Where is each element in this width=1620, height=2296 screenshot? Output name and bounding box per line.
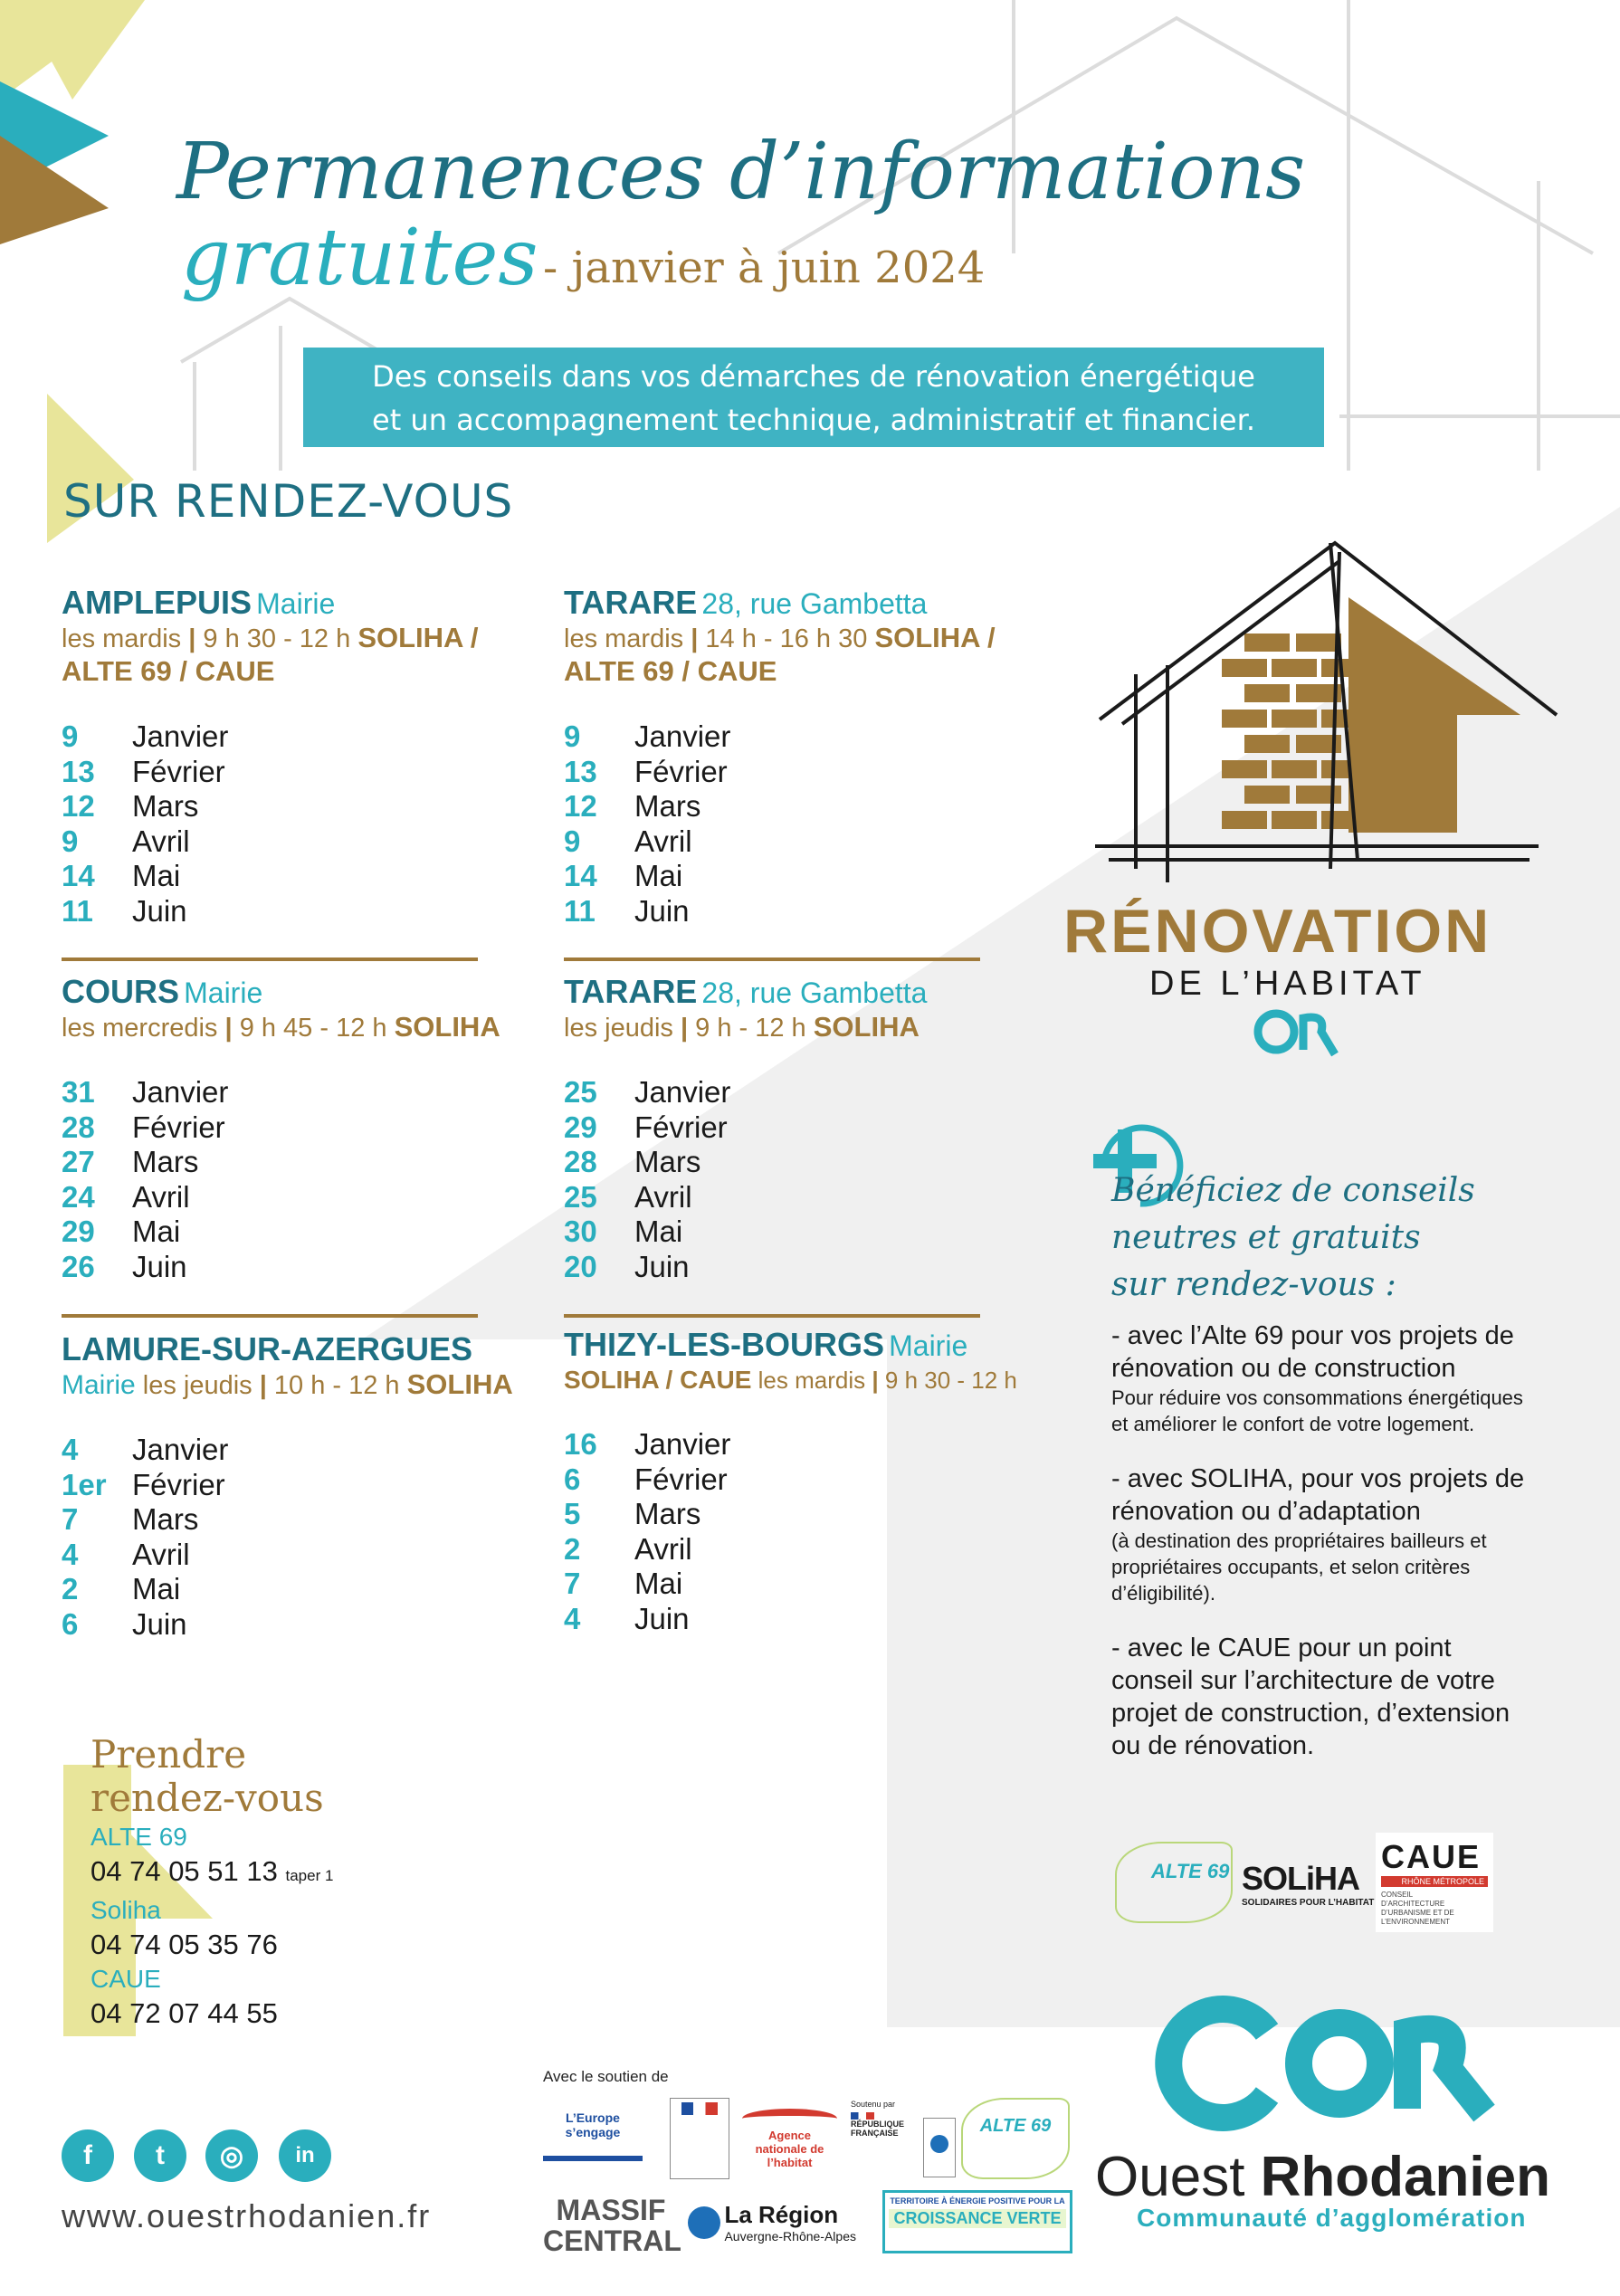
- date-row: [62, 1572, 568, 1607]
- date-month: Février: [132, 1110, 225, 1144]
- date-row: [62, 1215, 568, 1250]
- benefit-alte-head: - avec l’Alte 69 pour vos projets de rénovation ou de construction: [1111, 1321, 1514, 1383]
- date-day: 26: [62, 1249, 95, 1283]
- date-month: Mai: [132, 1572, 181, 1605]
- date-month: Janvier: [634, 719, 731, 753]
- date-month: Juin: [634, 893, 690, 928]
- date-row: [62, 755, 568, 790]
- date-month: Juin: [634, 1249, 690, 1283]
- date-month: Janvier: [132, 719, 229, 753]
- schedule-block-tarare-mardis: [564, 584, 1071, 929]
- title-dates: - janvier à juin 2024: [543, 243, 986, 293]
- town-place: 28, rue Gambetta: [701, 977, 928, 1009]
- region-logo: La Région Auvergne-Rhône-Alpes: [688, 2201, 860, 2244]
- dates-list: [564, 1427, 1080, 1636]
- date-month: Février: [634, 1110, 728, 1144]
- alte69-logo: ALTE 69: [1115, 1842, 1233, 1923]
- schedule-block-lamure: [62, 1330, 568, 1642]
- title-line-2: gratuites: [181, 213, 538, 303]
- schedule-line: les mardis | 14 h - 16 h 30 SOLIHA / ALTE 69 / CAUE: [564, 622, 996, 687]
- date-month: Juin: [132, 1606, 187, 1641]
- date-row: [564, 1497, 1080, 1532]
- date-day: 9: [62, 824, 79, 858]
- date-month: Mai: [634, 859, 683, 892]
- town-name: COURS: [62, 973, 180, 1010]
- town-place: 28, rue Gambetta: [701, 587, 928, 620]
- date-month: Février: [132, 1467, 225, 1501]
- date-row: [62, 1468, 568, 1503]
- benefits-list: [1111, 1319, 1537, 1762]
- town-place: Mairie: [256, 587, 336, 620]
- contact-phone[interactable]: 04 74 05 51 13 taper 1: [91, 1855, 334, 1887]
- date-day: 30: [564, 1215, 597, 1248]
- dates-list: [62, 1433, 568, 1642]
- date-row: [564, 859, 1071, 894]
- town-name: AMPLEPUIS: [62, 584, 253, 621]
- date-row: [62, 1607, 568, 1643]
- date-row: [62, 824, 568, 860]
- website-link[interactable]: www.ouestrhodanien.fr: [62, 2197, 432, 2234]
- contact-heading: Prendre rendez-vous: [91, 1732, 324, 1820]
- date-month: Février: [634, 1462, 728, 1496]
- date-day: 4: [564, 1601, 581, 1635]
- date-row: [62, 1145, 568, 1180]
- date-month: Février: [634, 754, 728, 788]
- date-day: 7: [564, 1567, 581, 1600]
- renovation-title: RÉNOVATION: [1063, 897, 1492, 966]
- alte69-support-logo: ALTE 69: [961, 2098, 1070, 2179]
- contact-org: CAUE: [91, 1965, 161, 1993]
- europe-logo: L’Europe s’engage: [543, 2098, 643, 2161]
- date-month: Avril: [634, 824, 692, 858]
- date-day: 12: [62, 789, 95, 823]
- date-day: 9: [62, 719, 79, 753]
- date-month: Juin: [634, 1601, 690, 1635]
- date-day: 25: [564, 1179, 597, 1214]
- renovation-subtitle: DE L’HABITAT: [1149, 965, 1426, 1003]
- date-day: 11: [564, 893, 596, 928]
- town-name: LAMURE-SUR-AZERGUES: [62, 1330, 472, 1367]
- intro-banner: [303, 348, 1324, 447]
- date-day: 13: [564, 754, 597, 788]
- brand-name: Ouest Rhodanien: [1095, 2146, 1550, 2208]
- schedule-line: les mercredis | 9 h 45 - 12 h SOLIHA: [62, 1011, 500, 1043]
- date-month: Mai: [132, 1215, 181, 1248]
- schedule-block-amplepuis: [62, 584, 568, 929]
- benefit-caue-head: - avec le CAUE pour un point conseil sur l’architecture de votre projet de construction, d’extension ou de rénovation.: [1111, 1634, 1510, 1760]
- date-day: 11: [62, 893, 93, 928]
- contact-phone[interactable]: 04 72 07 44 55: [91, 1997, 278, 2029]
- date-month: Mai: [634, 1567, 683, 1600]
- republique-logo: Soutenu par RÉPUBLIQUE FRANÇAISE: [851, 2100, 905, 2138]
- date-day: 28: [62, 1110, 95, 1144]
- date-row: [564, 1602, 1080, 1637]
- instagram-icon[interactable]: ◎: [205, 2129, 258, 2182]
- date-day: 14: [62, 859, 95, 892]
- benefit-soliha-body: (à destination des propriétaires bailleurs et propriétaires occupants, et selon critères d’éligibilité).: [1111, 1529, 1487, 1605]
- date-row: [564, 1567, 1080, 1602]
- date-month: Mars: [634, 1145, 701, 1178]
- date-day: 4: [62, 1433, 79, 1466]
- contact-phone[interactable]: 04 74 05 35 76: [91, 1929, 278, 1960]
- date-day: 29: [564, 1110, 597, 1144]
- brand-subtitle: Communauté d’agglomération: [1137, 2204, 1527, 2232]
- schedule-block-cours: [62, 973, 568, 1284]
- divider: [564, 957, 980, 961]
- date-day: 16: [564, 1427, 597, 1461]
- date-month: Mars: [132, 789, 199, 823]
- date-day: 13: [62, 754, 95, 788]
- massif-central-logo: MASSIF CENTRAL: [543, 2194, 681, 2257]
- date-day: 14: [564, 859, 597, 892]
- divider: [62, 1314, 478, 1318]
- date-row: [62, 1180, 568, 1215]
- date-row: [564, 755, 1071, 790]
- date-month: Janvier: [634, 1075, 731, 1109]
- date-row: [564, 1532, 1080, 1567]
- dates-list: [564, 1075, 1071, 1284]
- date-day: 9: [564, 719, 581, 753]
- date-day: 27: [62, 1145, 95, 1178]
- date-row: [564, 1180, 1071, 1215]
- date-row: [564, 789, 1071, 824]
- twitter-icon[interactable]: t: [134, 2129, 186, 2182]
- date-day: 2: [564, 1531, 581, 1566]
- date-row: [564, 1110, 1071, 1146]
- date-day: 29: [62, 1215, 95, 1248]
- date-month: Mars: [132, 1145, 199, 1178]
- divider: [564, 1314, 980, 1318]
- date-day: 7: [62, 1502, 79, 1536]
- date-month: Février: [132, 754, 225, 788]
- date-month: Janvier: [634, 1427, 731, 1461]
- divider: [62, 957, 478, 961]
- date-day: 9: [564, 824, 581, 858]
- benefits-heading: Bénéficiez de conseils neutres et gratuits sur rendez-vous :: [1111, 1172, 1475, 1303]
- date-row: [62, 789, 568, 824]
- contact-block: [91, 1733, 333, 2031]
- date-month: Janvier: [132, 1433, 229, 1466]
- dates-list: [62, 719, 568, 929]
- banner-line-1: Des conseils dans vos démarches de rénovation énergétique: [372, 359, 1255, 394]
- schedule-line: Mairie les jeudis | 10 h - 12 h SOLIHA: [62, 1368, 513, 1400]
- schedule-line: les jeudis | 9 h - 12 h SOLIHA: [564, 1011, 920, 1043]
- date-row: [62, 1538, 568, 1573]
- date-month: Avril: [132, 824, 190, 858]
- date-day: 5: [564, 1497, 581, 1530]
- schedule-line: les mardis | 9 h 30 - 12 h SOLIHA / ALTE 69 / CAUE: [62, 622, 479, 687]
- date-month: Avril: [634, 1179, 692, 1214]
- date-month: Avril: [634, 1531, 692, 1566]
- date-row: [62, 859, 568, 894]
- soliha-logo: SOLiHA SOLIDAIRES POUR L’HABITAT: [1242, 1860, 1375, 1908]
- date-row: [564, 1462, 1080, 1498]
- date-month: Mai: [634, 1215, 683, 1248]
- date-day: 4: [62, 1537, 79, 1571]
- town-name: THIZY-LES-BOURGS: [564, 1326, 885, 1363]
- date-month: Janvier: [132, 1075, 229, 1109]
- date-month: Juin: [132, 1249, 187, 1283]
- date-row: [62, 1110, 568, 1146]
- date-month: Mai: [132, 859, 181, 892]
- date-day: 6: [564, 1462, 581, 1496]
- date-row: [62, 719, 568, 755]
- linkedin-icon[interactable]: in: [279, 2129, 331, 2182]
- date-row: [564, 894, 1071, 929]
- date-day: 25: [564, 1075, 597, 1109]
- date-row: [564, 1215, 1071, 1250]
- date-row: [564, 1145, 1071, 1180]
- date-row: [62, 894, 568, 929]
- date-row: [564, 824, 1071, 860]
- date-row: [564, 1250, 1071, 1285]
- date-day: 2: [62, 1572, 79, 1605]
- date-row: [62, 1250, 568, 1285]
- town-place: Mairie: [889, 1329, 968, 1362]
- dates-list: [62, 1075, 568, 1284]
- date-month: Mars: [634, 789, 701, 823]
- town-name: TARARE: [564, 584, 698, 621]
- date-month: Mars: [132, 1502, 199, 1536]
- date-month: Avril: [132, 1537, 190, 1571]
- date-month: Avril: [132, 1179, 190, 1214]
- dates-list: [564, 719, 1071, 929]
- date-row: [62, 1075, 568, 1110]
- prefecture-logo: [670, 2098, 729, 2179]
- schedule-block-tarare-jeudis: [564, 973, 1071, 1284]
- date-row: [62, 1433, 568, 1468]
- date-day: 12: [564, 789, 597, 823]
- date-day: 1er: [62, 1467, 107, 1501]
- title-line-1: Permanences d’informations: [176, 127, 1306, 217]
- schedule-line: SOLIHA / CAUE les mardis | 9 h 30 - 12 h: [564, 1366, 1017, 1394]
- date-day: 31: [62, 1075, 95, 1109]
- date-row: [564, 1075, 1071, 1110]
- date-row: [62, 1502, 568, 1538]
- tepcv-logo: TERRITOIRE À ÉNERGIE POSITIVE POUR LA CROISSANCE VERTE: [882, 2190, 1072, 2253]
- anah-logo: Agence nationale de l’habitat: [742, 2109, 837, 2169]
- date-row: [564, 1427, 1080, 1462]
- date-day: 20: [564, 1249, 597, 1283]
- contact-org: ALTE 69: [91, 1823, 187, 1851]
- contact-org: Soliha: [91, 1896, 161, 1924]
- banner-line-2: et un accompagnement technique, administratif et financier.: [372, 403, 1255, 437]
- ademe-logo: [923, 2118, 956, 2177]
- date-month: Juin: [132, 893, 187, 928]
- schedule-block-thizy: [564, 1326, 1080, 1636]
- town-name: TARARE: [564, 973, 698, 1010]
- date-day: 6: [62, 1606, 79, 1641]
- caue-logo: CAUE RHÔNE MÉTROPOLE CONSEIL D’ARCHITECTURE D’URBANISME ET DE L’ENVIRONNEMENT: [1376, 1833, 1493, 1932]
- date-row: [564, 719, 1071, 755]
- date-day: 24: [62, 1179, 95, 1214]
- town-place: Mairie: [184, 977, 263, 1009]
- benefit-alte-body: Pour réduire vos consommations énergétiques et améliorer le confort de votre logement.: [1111, 1386, 1523, 1435]
- date-day: 28: [564, 1145, 597, 1178]
- support-label: Avec le soutien de: [543, 2068, 669, 2085]
- rdv-heading: SUR RENDEZ-VOUS: [63, 475, 514, 528]
- facebook-icon[interactable]: f: [62, 2129, 114, 2182]
- benefit-soliha-head: - avec SOLIHA, pour vos projets de rénovation ou d’adaptation: [1111, 1464, 1525, 1526]
- date-month: Mars: [634, 1497, 701, 1530]
